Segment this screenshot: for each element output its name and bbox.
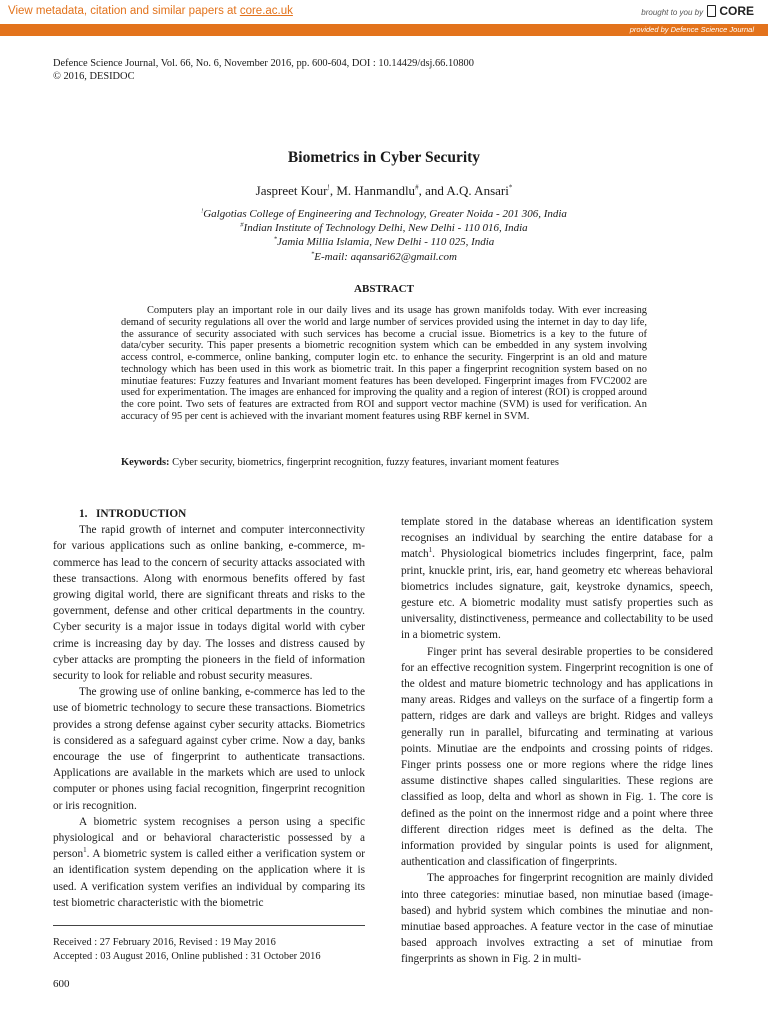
author-mark: *	[508, 183, 513, 192]
affiliation: *Jamia Millia Islamia, New Delhi - 110 025, India	[273, 235, 495, 249]
corresponding-email: *E-mail: aqansari62@gmail.com	[311, 249, 457, 263]
paragraph: The rapid growth of internet and computer interconnectivity for various applications such as online banking, e-commerce, m-commerce has lead to the concern of security attacks associated with these transactions. Along with enormous benefits offered by fast growing digital world, there are significant threats and risks to the government, defense and other critical departments in the country. Cyber security is a major issue in todays digital world with cyber crime is increasing day by day. The losses and distress caused by cyber attacks are prompting the pioneers in the field of information security to look for reliable and robust security measures.	[53, 524, 365, 683]
core-ac-uk-link[interactable]: core.ac.uk	[239, 5, 293, 17]
received-dates	[53, 936, 321, 964]
affiliations	[0, 207, 768, 264]
paragraph: Finger print has several desirable properties to be considered for an effective recognition system. Fingerprint recognition is one of the oldest and mature biometric technology and has applications in many areas. Ridges and valleys on the surface of a fingertip form a pattern, ridges are dark and valleys are bright. Ridges and valleys generally run in parallel, bifurcating and terminating at various points. Minutiae are the endpoints and crossing points of ridges. Finger prints possess one or more regions where the ridge lines assume distinctive shapes called singularities. These regions are classified as loop, delta and whorl as shown in Fig. 1. The core is defined as the point on the innermost ridge and a point where three different direction ridges meet is defined as the delta. The information provided by singular points is used for alignment, authentication and classification of fingerprints.	[401, 645, 713, 869]
paragraph: The growing use of online banking, e-commerce has led to the use of biometric technology to secure these transactions. Biometrics provides a strong defense against cyber security attacks. Biometrics is considered as a safeguard against cyber crime. Now a day, banks encourage the use of fingerprint to authenticate transactions. Applications are available in the markets which are used to unlock computer or phones using facial recognition, fingerprint recognition or iris recognition.	[53, 686, 365, 812]
right-column	[401, 514, 713, 968]
author-name: M. Hanmandlu	[336, 183, 416, 198]
abstract-text: Computers play an important role in our daily lives and its usage has grown manifolds today. With ever increasing demand of security regulations all over the world and large number of services provided using the internet in day to day life, the assurance of security associated with such services has become a crucial issue. Biometrics is a key to the future of data/cyber security. This paper presents a biometric recognition system which can be embedded in any system involving access control, e-commerce, online banking, computer login etc. to enhance the security. Fingerprint is an old and mature technology which has been used in this work as biometric trait. In this paper a fingerprint recognition system based on no minutiae features: Fuzzy features and Invariant moment features has been developed. Fingerprint images from FVC2002 are used for experimentation. The images are enhanced for improving the quality and a region of interest (ROI) is cropped around the core point. Two sets of features are extracted from ROI and support vector machine (SVM) is used for verification. An accuracy of 95 per cent is achieved with the invariant moment features using RBF kernel in SVM.	[121, 305, 647, 422]
provided-by-link[interactable]: provided by Defence Science Journal	[629, 25, 754, 34]
footnote-divider	[53, 925, 365, 926]
affiliation: !Galgotias College of Engineering and Technology, Greater Noida - 201 306, India	[201, 207, 567, 220]
core-metadata-link[interactable]: View metadata, citation and similar papers at core.ac.uk	[8, 5, 293, 17]
core-logo: CORE	[719, 4, 754, 18]
accepted-published: Accepted : 03 August 2016, Online published : 31 October 2016	[53, 951, 321, 962]
copyright: © 2016, DESIDOC	[53, 71, 135, 82]
author-name: Jaspreet Kour	[255, 183, 328, 198]
left-column	[53, 506, 365, 911]
core-brought-by[interactable]: brought to you by CORE	[641, 4, 754, 18]
received-revised: Received : 27 February 2016, Revised : 19 May 2016	[53, 937, 276, 948]
page-number: 600	[53, 978, 70, 990]
core-logo-icon	[707, 5, 716, 17]
author-list: Jaspreet Kour!, M. Hanmandlu#, and A.Q. Ansari*	[255, 183, 513, 198]
citation-ref: 1	[428, 546, 433, 555]
paper-title: Biometrics in Cyber Security	[287, 149, 481, 166]
keywords	[121, 457, 661, 468]
keywords-text: Cyber security, biometrics, fingerprint recognition, fuzzy features, invariant moment features	[172, 457, 559, 468]
journal-header	[53, 57, 474, 83]
core-banner	[0, 0, 768, 24]
paragraph: A biometric system recognises a person using a specific physiological and or behavioral characteristic possessed by a person$^1$. A biometric system is called either a verification system or an identification system depending on the application where it is used. A verification system verifies an individual by comparing its test biometric characteristic with the biometric	[53, 815, 365, 909]
core-provided-bar	[0, 24, 768, 36]
affiliation: #Indian Institute of Technology Delhi, New Delhi - 110 016, India	[240, 221, 528, 235]
journal-citation: Defence Science Journal, Vol. 66, No. 6, November 2016, pp. 600-604, DOI : 10.14429/dsj.66.10800	[53, 58, 474, 69]
section-heading: 1. INTRODUCTION	[79, 508, 187, 520]
abstract-heading: ABSTRACT	[354, 283, 414, 295]
keywords-label: Keywords:	[121, 457, 170, 468]
author-mark: !	[327, 183, 330, 192]
paragraph: template stored in the database whereas an identification system recognises an individual by searching the entire database for a match$^1$. Physiological biometrics includes fingerprint, face, palm print, knuckle print, iris, ear, hand geometry etc whereas behavioral biometrics includes signature, gait, keystroke dynamics, speech, gesture etc. A biometric modality must satisfy properties such as universality, distinctiveness, permeance and collectability to be used in a biometric system.	[401, 516, 713, 642]
author-mark: #	[415, 183, 419, 192]
author-name: A.Q. Ansari	[446, 183, 509, 198]
paragraph: The approaches for fingerprint recognition are mainly divided into three categories: minutiae based, non minutiae based (image-based) and hybrid system which combines the minutiae and non-minutiae based approaches. A feature vector in the case of minutiae based approach involves extracting a set of minutiae from fingerprints as shown in Fig. 2 in multi-	[401, 872, 713, 966]
citation-ref: 1	[83, 846, 87, 855]
